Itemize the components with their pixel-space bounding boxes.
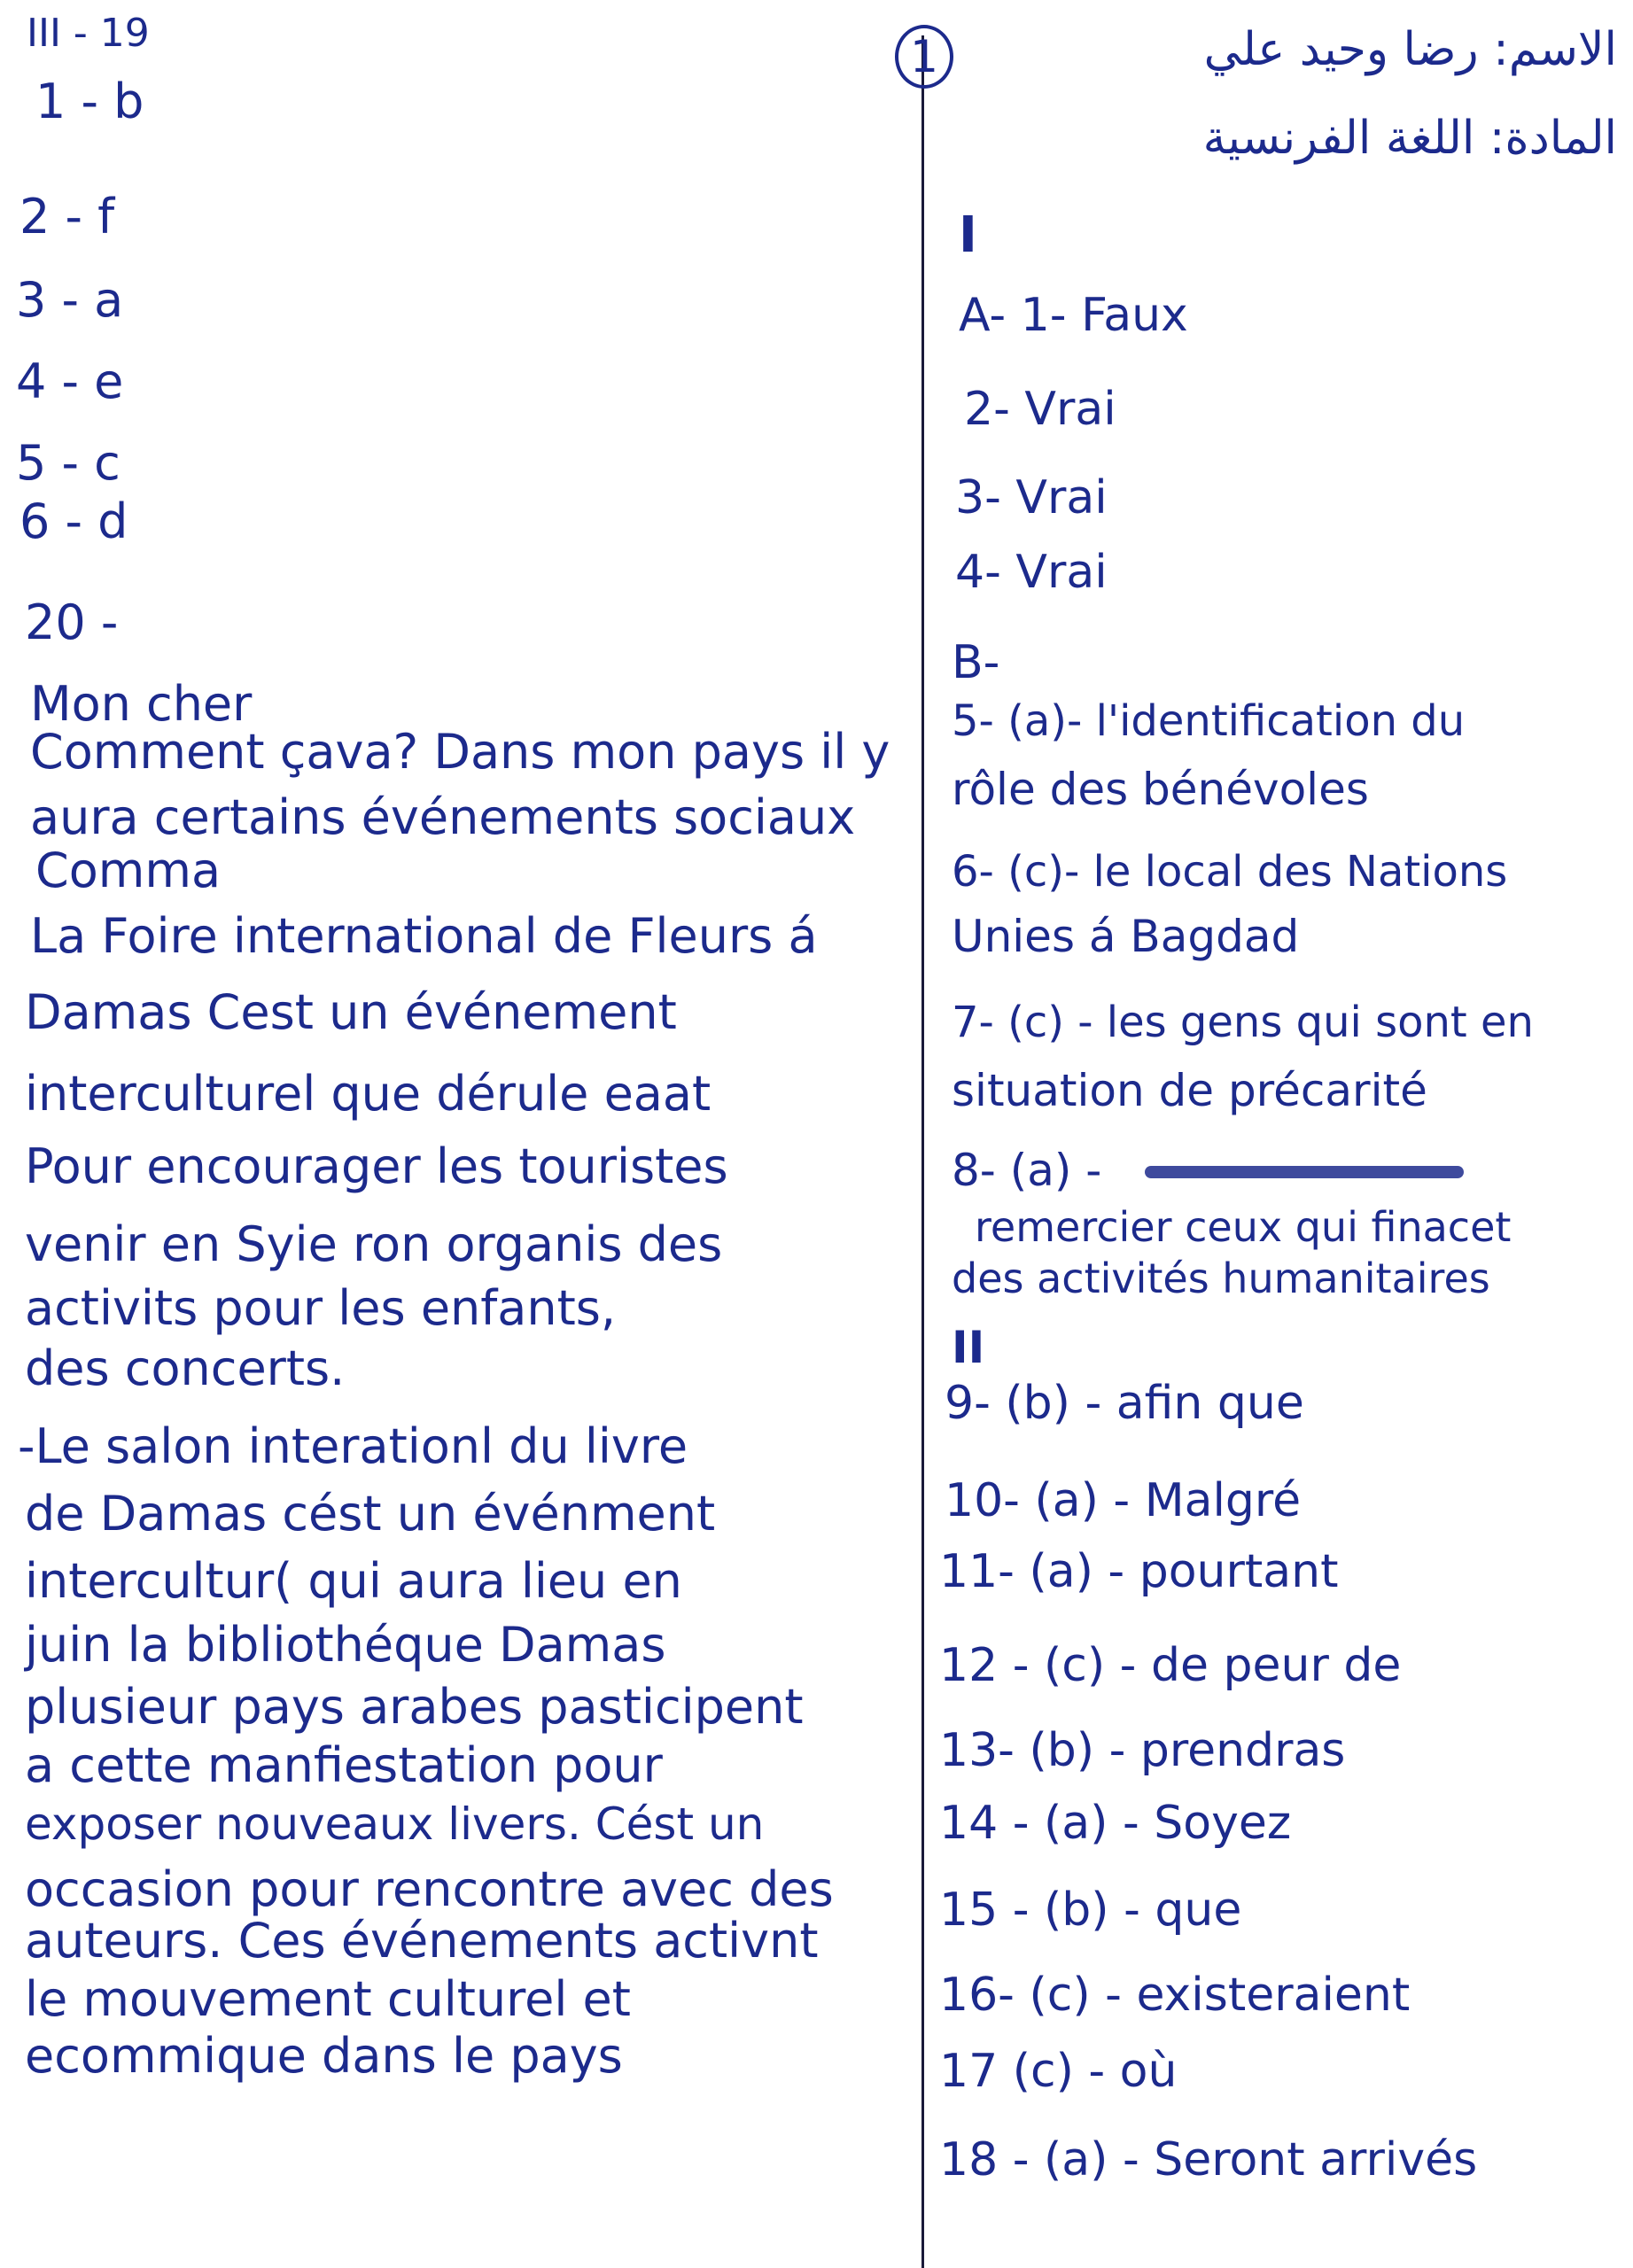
section-two-mark: II xyxy=(952,1322,985,1373)
answer-4: 4 - e xyxy=(16,353,124,409)
letter-line: Comma xyxy=(35,843,222,898)
letter-line: interculturel que dérule eaat xyxy=(25,1066,712,1122)
part-two-answer: 14 - (a) - Soyez xyxy=(939,1797,1292,1850)
part-b-line: situation de précarité xyxy=(952,1065,1427,1116)
section-one-mark: I xyxy=(959,206,977,264)
letter-line: activits pour les enfants, xyxy=(25,1280,617,1336)
part-b-line: 5- (a)- l'identification du xyxy=(952,696,1466,746)
answer-1: 1 - b xyxy=(35,74,144,129)
letter-line: intercultur( qui aura lieu en xyxy=(25,1553,682,1609)
part-b-line: remercier ceux qui finacet xyxy=(975,1203,1512,1251)
letter-line: des concerts. xyxy=(25,1340,346,1396)
letter-line: juin la bibliothéque Damas xyxy=(25,1617,666,1673)
letter-line: Pour encourager les touristes xyxy=(25,1138,728,1194)
part-two-answer: 16- (c) - existeraient xyxy=(939,1969,1411,2022)
letter-line: exposer nouveaux livers. Cést un xyxy=(25,1798,765,1850)
answer-3: 3 - a xyxy=(16,272,124,328)
letter-line: Comment çava? Dans mon pays il y xyxy=(30,724,890,780)
part-b-label: B- xyxy=(952,636,1000,689)
letter-line: le mouvement culturel et xyxy=(25,1971,631,2027)
answer-6: 6 - d xyxy=(19,493,128,549)
letter-line: La Foire international de Fleurs á xyxy=(30,908,818,964)
letter-line: auteurs. Ces événements activnt xyxy=(25,1913,819,1969)
part-b-line: 7- (c) - les gens qui sont en xyxy=(952,998,1534,1047)
letter-line: de Damas cést un événment xyxy=(25,1486,716,1542)
letter-line: Mon cher xyxy=(30,676,253,732)
part-b-line: Unies á Bagdad xyxy=(952,911,1300,962)
letter-line: venir en Syie ron organis des xyxy=(25,1216,723,1272)
part-two-answer: 11- (a) - pourtant xyxy=(939,1545,1339,1598)
part-two-answer: 12 - (c) - de peur de xyxy=(939,1639,1402,1692)
section-three-mark: III - 19 xyxy=(27,11,150,56)
part-a-answer: A- 1- Faux xyxy=(959,289,1188,342)
letter-line: a cette manfiestation pour xyxy=(25,1737,663,1793)
part-a-answer: 4- Vrai xyxy=(955,546,1108,599)
part-two-answer: 13- (b) - prendras xyxy=(939,1724,1346,1777)
question-20-label: 20 - xyxy=(25,594,119,650)
part-two-answer: 9- (b) - afin que xyxy=(945,1377,1304,1430)
part-two-answer: 17 (c) - où xyxy=(939,2045,1178,2098)
letter-line: Damas Cest un événement xyxy=(25,984,677,1040)
part-b-line: rôle des bénévoles xyxy=(952,764,1369,815)
letter-line: plusieur pays arabes pasticipent xyxy=(25,1679,804,1735)
column-divider xyxy=(921,35,924,2268)
letter-line: -Le salon interationl du livre xyxy=(18,1418,688,1474)
subject-line: المادة: اللغة الفرنسية xyxy=(1202,112,1617,165)
part-a-answer: 2- Vrai xyxy=(964,383,1116,436)
letter-line: aura certains événements sociaux xyxy=(30,789,856,845)
letter-line: occasion pour rencontre avec des xyxy=(25,1861,834,1917)
letter-line: ecommique dans le pays xyxy=(25,2028,623,2084)
part-b-line: 8- (a) - xyxy=(952,1145,1102,1196)
answer-2: 2 - f xyxy=(19,189,115,245)
part-b-line: des activités humanitaires xyxy=(952,1254,1490,1302)
part-two-answer: 18 - (a) - Seront arrivés xyxy=(939,2133,1478,2186)
answer-5: 5 - c xyxy=(16,435,121,491)
page-number: 1 xyxy=(910,31,938,82)
part-a-answer: 3- Vrai xyxy=(955,471,1108,524)
scribbled-out-text xyxy=(1145,1166,1464,1178)
page-number-circle xyxy=(895,25,953,89)
part-b-line: 6- (c)- le local des Nations xyxy=(952,847,1508,897)
part-two-answer: 10- (a) - Malgré xyxy=(945,1474,1302,1527)
part-two-answer: 15 - (b) - que xyxy=(939,1884,1242,1937)
student-name-line: الاسم: رضا وحيد علي xyxy=(1203,23,1617,76)
